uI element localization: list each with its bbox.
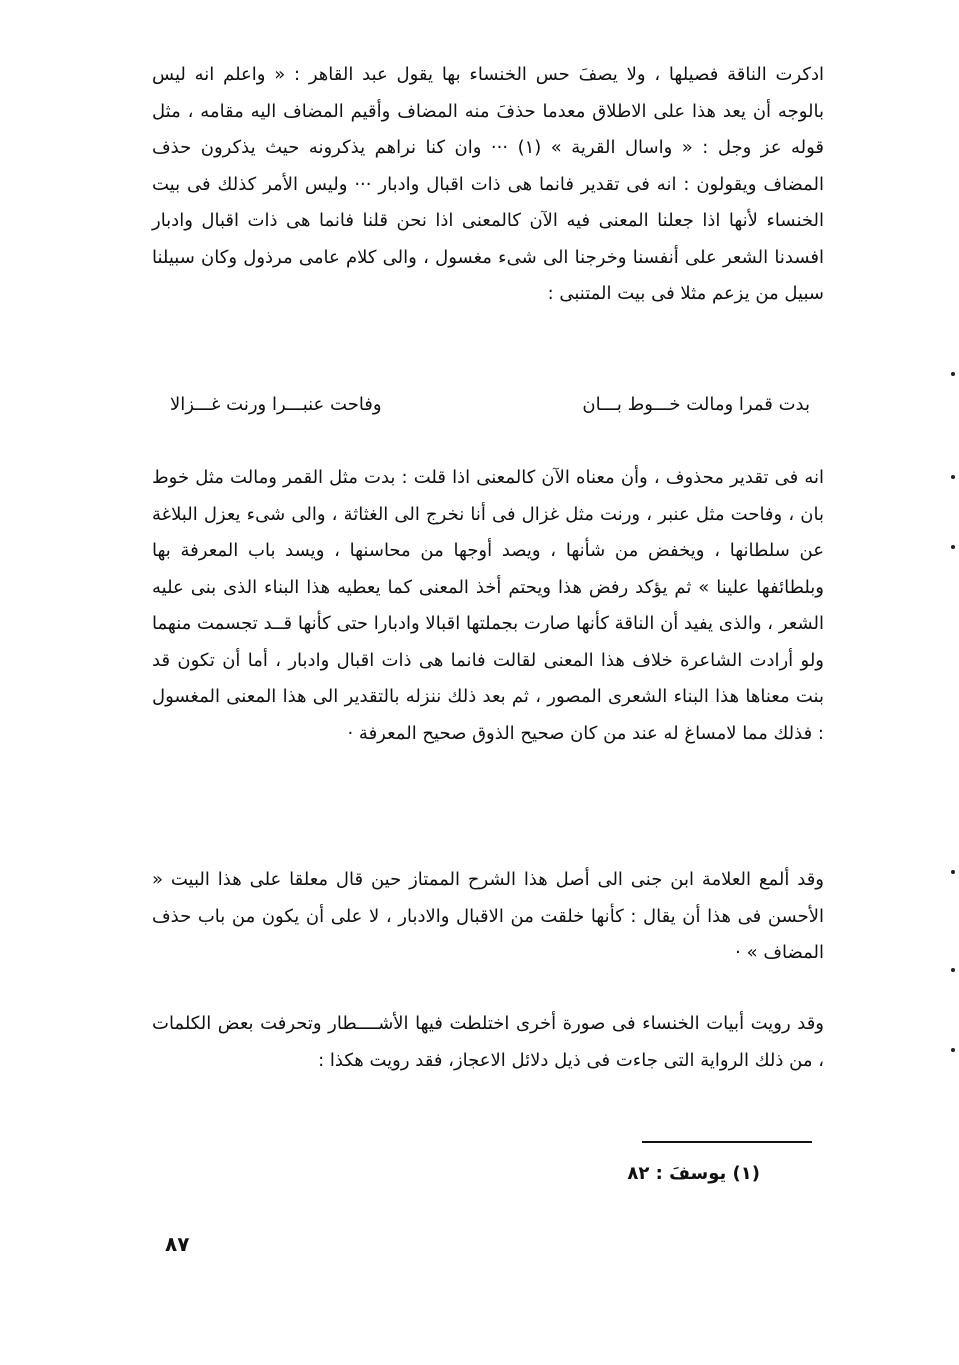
footnote-separator bbox=[642, 1141, 812, 1143]
poetry-verse bbox=[170, 388, 810, 428]
verse-first-hemistich: بدت قمرا ومالت خـــوط بـــان bbox=[582, 394, 810, 415]
verse-second-hemistich: وفاحت عنبـــرا ورنت غـــزالا bbox=[170, 394, 382, 415]
margin-mark bbox=[951, 1048, 955, 1052]
footnote: (١) يوسفَ : ٨٢ bbox=[627, 1163, 760, 1184]
margin-mark bbox=[951, 545, 955, 549]
margin-mark bbox=[951, 475, 955, 479]
paragraph-ibn-jinni: وقد ألمع العلامة ابن جنى الى أصل هذا الشرح الممتاز حين قال معلقا على هذا البيت « الأحسن فى هذا أن يقال : كأنها خلقت من الاقبال والادبار ، لا على أن يكون من باب حذف المضاف » · bbox=[152, 869, 824, 963]
margin-mark bbox=[951, 870, 955, 874]
margin-mark bbox=[951, 968, 955, 972]
paragraph-analysis: انه فى تقدير محذوف ، وأن معناه الآن كالمعنى اذا قلت : بدت مثل القمر ومالت مثل خوط بان ، وفاحت مثل عنبر ، ورنت مثل غزال فى أنا نخرج الى الغثاثة ، والى شىء يعزل البلاغة عن سلطانها ، ويخفض من شأنها ، ويصد أوجها من محاسنها ، ويسد باب المعرفة بها وبلطائفها علينا » ثم يؤكد رفض هذا ويحتم أخذ المعنى كما يعطيه هذا البناء الذى بنى عليه الشعر ، والذى يفيد أن الناقة كأنها صارت بجملتها اقبالا وادبارا حتى كأنها قــد تجسمت منهما ولو أرادت الشاعرة خلاف هذا المعنى لقالت فانما هى ذات اقبال وادبار ، أما أن تكون قد بنت معناها هذا البناء الشعرى المصور ، ثم بعد ذلك ننزله بالتقدير الى هذا المعنى المغسول : فذلك مما لامساغ له عند من كان صحيح الذوق صحيح المعرفة · bbox=[152, 467, 824, 744]
margin-mark bbox=[951, 372, 955, 376]
page-number: ٨٧ bbox=[165, 1232, 190, 1256]
paragraph-intro: ادكرت الناقة فصيلها ، ولا يصفَ حس الخنساء بها يقول عبد القاهر : « واعلم انه ليس بالوجه أن يعد هذا على الاطلاق معدما حذفَ منه المضاف وأقيم المضاف اليه مقامه ، مثل قوله عز وجل : « واسال القرية » (١) ··· وان كنا نراهم يذكرونه حيث يذكرون حذف المضاف ويقولون : انه فى تقدير فانما هى ذات اقبال وادبار ··· وليس الأمر كذلك فى بيت الخنساء لأنها اذا جعلنا المعنى فيه الآن كالمعنى اذا نحن قلنا فانما هى ذات اقبال وادبار افسدنا الشعر على أنفسنا وخرجنا الى شىء مغسول ، والى كلام عامى مرذول وكان سبيلنا سبيل من يزعم مثلا فى بيت المتنبى : bbox=[152, 64, 824, 304]
paragraph-other-version: وقد رويت أبيات الخنساء فى صورة أخرى اختلطت فيها الأشــــطار وتحرفت بعض الكلمات ، من ذلك الرواية التى جاءت فى ذيل دلائل الاعجاز، فقد رويت هكذا : bbox=[152, 1013, 824, 1071]
